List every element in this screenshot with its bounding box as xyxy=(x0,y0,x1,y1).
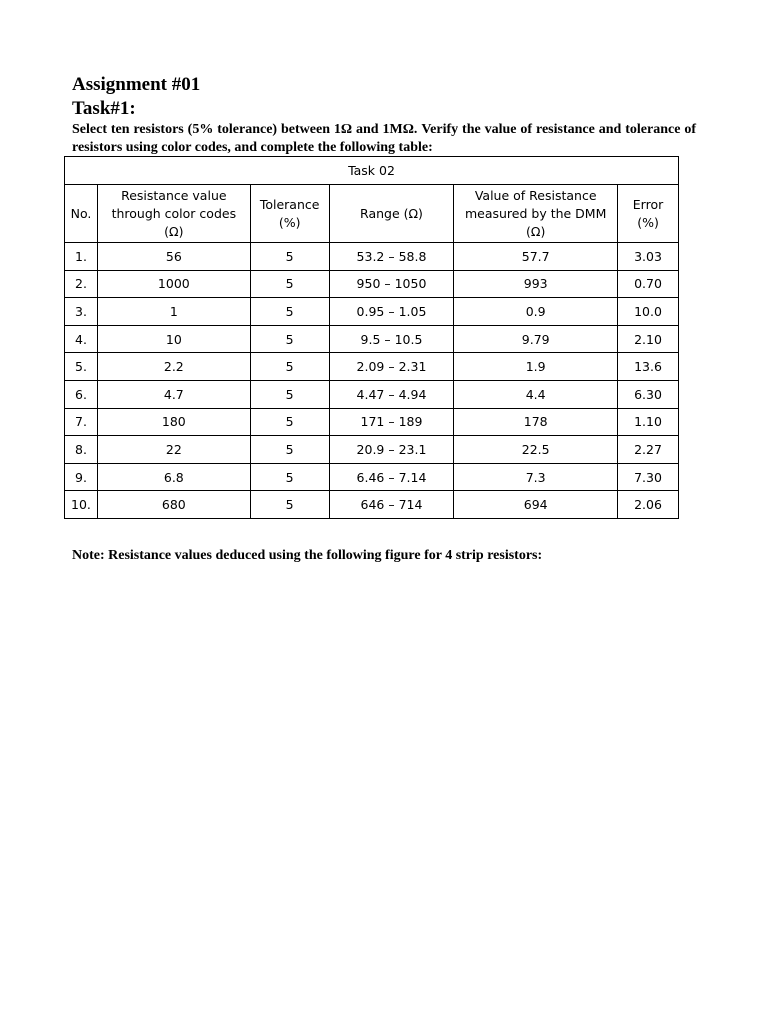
cell-color-value: 22 xyxy=(97,436,250,464)
table-row xyxy=(65,353,679,381)
cell-no: 5. xyxy=(65,353,98,381)
table-row xyxy=(65,491,679,519)
cell-color-value: 1 xyxy=(97,298,250,326)
cell-tolerance: 5 xyxy=(250,436,329,464)
cell-error: 1.10 xyxy=(618,408,679,436)
header-color-value: Resistance value through color codes (Ω) xyxy=(97,185,250,243)
table-row xyxy=(65,298,679,326)
cell-error: 3.03 xyxy=(618,243,679,271)
header-measured: Value of Resistance measured by the DMM (Ω) xyxy=(454,185,618,243)
cell-no: 1. xyxy=(65,243,98,271)
cell-no: 4. xyxy=(65,325,98,353)
cell-range: 6.46 – 7.14 xyxy=(329,463,454,491)
cell-range: 0.95 – 1.05 xyxy=(329,298,454,326)
table-row xyxy=(65,243,679,271)
cell-measured: 178 xyxy=(454,408,618,436)
cell-no: 3. xyxy=(65,298,98,326)
cell-range: 2.09 – 2.31 xyxy=(329,353,454,381)
cell-error: 13.6 xyxy=(618,353,679,381)
cell-error: 2.27 xyxy=(618,436,679,464)
table-row xyxy=(65,270,679,298)
task-instructions: Select ten resistors (5% tolerance) between 1Ω and 1MΩ. Verify the value of resistance and tolerance of resistors using color codes, and complete the following table: xyxy=(72,122,696,155)
cell-color-value: 1000 xyxy=(97,270,250,298)
cell-measured: 0.9 xyxy=(454,298,618,326)
cell-color-value: 56 xyxy=(97,243,250,271)
cell-error: 6.30 xyxy=(618,380,679,408)
assignment-heading: Assignment #01 xyxy=(72,74,201,95)
cell-error: 0.70 xyxy=(618,270,679,298)
cell-no: 10. xyxy=(65,491,98,519)
cell-color-value: 680 xyxy=(97,491,250,519)
cell-color-value: 2.2 xyxy=(97,353,250,381)
cell-color-value: 10 xyxy=(97,325,250,353)
cell-tolerance: 5 xyxy=(250,380,329,408)
cell-measured: 993 xyxy=(454,270,618,298)
cell-tolerance: 5 xyxy=(250,325,329,353)
cell-tolerance: 5 xyxy=(250,270,329,298)
cell-measured: 1.9 xyxy=(454,353,618,381)
task-title: Task#1: xyxy=(72,98,136,119)
cell-no: 7. xyxy=(65,408,98,436)
cell-measured: 57.7 xyxy=(454,243,618,271)
cell-measured: 4.4 xyxy=(454,380,618,408)
cell-error: 2.06 xyxy=(618,491,679,519)
cell-tolerance: 5 xyxy=(250,491,329,519)
cell-tolerance: 5 xyxy=(250,298,329,326)
cell-measured: 22.5 xyxy=(454,436,618,464)
table-row xyxy=(65,325,679,353)
table-caption: Task 02 xyxy=(65,157,679,185)
cell-range: 646 – 714 xyxy=(329,491,454,519)
table-row xyxy=(65,436,679,464)
cell-tolerance: 5 xyxy=(250,353,329,381)
cell-color-value: 6.8 xyxy=(97,463,250,491)
header-no: No. xyxy=(65,185,98,243)
cell-range: 950 – 1050 xyxy=(329,270,454,298)
resistor-table xyxy=(64,156,679,519)
cell-range: 53.2 – 58.8 xyxy=(329,243,454,271)
cell-no: 8. xyxy=(65,436,98,464)
header-range: Range (Ω) xyxy=(329,185,454,243)
cell-color-value: 4.7 xyxy=(97,380,250,408)
cell-range: 9.5 – 10.5 xyxy=(329,325,454,353)
cell-tolerance: 5 xyxy=(250,243,329,271)
cell-range: 20.9 – 23.1 xyxy=(329,436,454,464)
cell-measured: 9.79 xyxy=(454,325,618,353)
cell-no: 9. xyxy=(65,463,98,491)
cell-error: 10.0 xyxy=(618,298,679,326)
table-body xyxy=(65,243,679,519)
cell-error: 7.30 xyxy=(618,463,679,491)
header-error: Error (%) xyxy=(618,185,679,243)
table-row xyxy=(65,463,679,491)
cell-no: 6. xyxy=(65,380,98,408)
header-tolerance: Tolerance (%) xyxy=(250,185,329,243)
cell-range: 171 – 189 xyxy=(329,408,454,436)
table-row xyxy=(65,380,679,408)
table-row xyxy=(65,408,679,436)
cell-error: 2.10 xyxy=(618,325,679,353)
note-text: Note: Resistance values deduced using the following figure for 4 strip resistors: xyxy=(72,548,543,563)
cell-range: 4.47 – 4.94 xyxy=(329,380,454,408)
cell-no: 2. xyxy=(65,270,98,298)
cell-measured: 694 xyxy=(454,491,618,519)
cell-tolerance: 5 xyxy=(250,408,329,436)
cell-tolerance: 5 xyxy=(250,463,329,491)
cell-measured: 7.3 xyxy=(454,463,618,491)
cell-color-value: 180 xyxy=(97,408,250,436)
